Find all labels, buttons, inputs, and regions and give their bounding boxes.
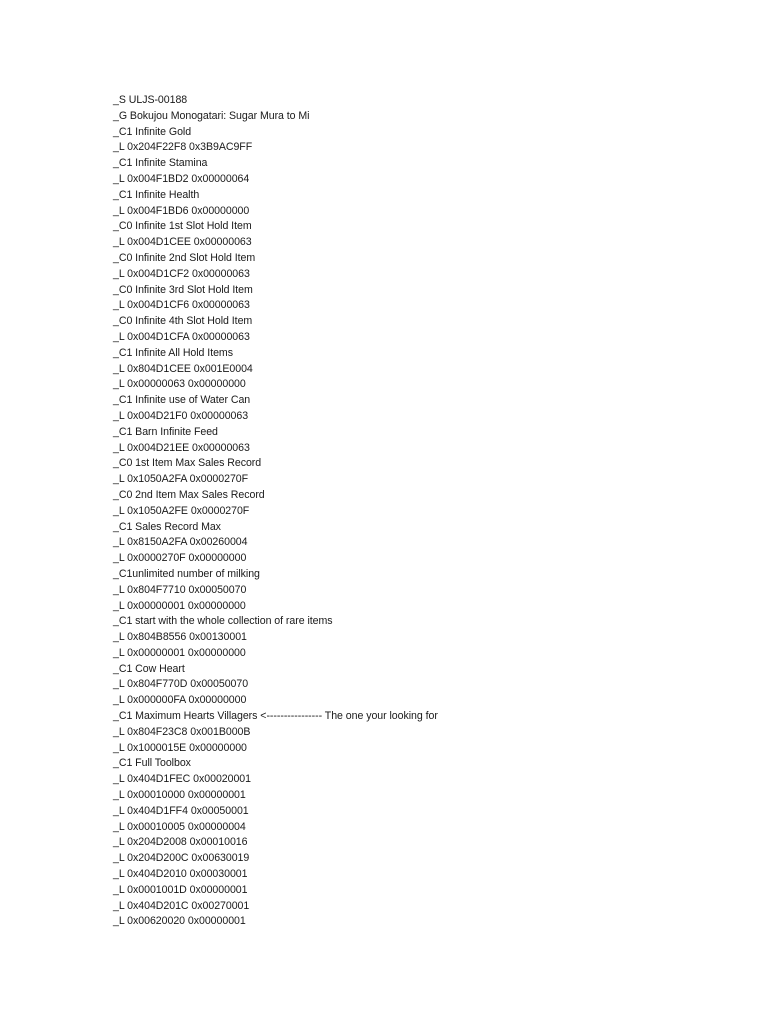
- code-line: _L 0x804D1CEE 0x001E0004: [113, 362, 253, 375]
- code-line: _L 0x1050A2FE 0x0000270F: [113, 504, 250, 517]
- code-line: _L 0x404D1FEC 0x00020001: [113, 773, 251, 786]
- cheat-name-line: _C0 Infinite 4th Slot Hold Item: [113, 315, 253, 328]
- code-line: _L 0x004D1CFA 0x00000063: [113, 330, 250, 343]
- code-line: _L 0x204F22F8 0x3B9AC9FF: [113, 141, 253, 154]
- code-line: _L 0x004F1BD2 0x00000064: [113, 172, 250, 185]
- cheat-name-line: _C0 2nd Item Max Sales Record: [113, 488, 265, 501]
- code-line: _L 0x8150A2FA 0x00260004: [113, 536, 248, 549]
- cheat-name-line: _C1 Sales Record Max: [113, 520, 221, 533]
- cheat-name-line: _C1 Infinite All Hold Items: [113, 346, 233, 359]
- code-line: _L 0x004F1BD6 0x00000000: [113, 204, 250, 217]
- cheat-name-line: _C1 Full Toolbox: [113, 757, 191, 770]
- code-line: _L 0x004D1CEE 0x00000063: [113, 236, 252, 249]
- cheat-name-line: _C1 Infinite Stamina: [113, 157, 208, 170]
- code-line: _L 0x404D201C 0x00270001: [113, 899, 250, 912]
- code-line: _L 0x404D2010 0x00030001: [113, 868, 248, 881]
- code-line: _L 0x004D1CF6 0x00000063: [113, 299, 250, 312]
- cheat-name-line: _C1 Infinite use of Water Can: [113, 394, 251, 407]
- code-line: _L 0x00010005 0x00000004: [113, 820, 246, 833]
- cheat-name-line: _C1 Cow Heart: [113, 662, 185, 675]
- code-line: _L 0x204D200C 0x00630019: [113, 852, 250, 865]
- cheat-name-line: _C1unlimited number of milking: [113, 567, 260, 580]
- code-line: _L 0x000000FA 0x00000000: [113, 694, 247, 707]
- cheat-name-line: _C1 start with the whole collection of rare items: [113, 615, 333, 628]
- code-line: _L 0x1000015E 0x00000000: [113, 741, 247, 754]
- code-line: _L 0x404D1FF4 0x00050001: [113, 804, 249, 817]
- code-line: _L 0x00000001 0x00000000: [113, 599, 246, 612]
- code-line: _L 0x004D21EE 0x00000063: [113, 441, 250, 454]
- cheat-name-line: _C1 Infinite Gold: [113, 125, 192, 138]
- code-line: _L 0x804B8556 0x00130001: [113, 631, 247, 644]
- code-line: _L 0x00000001 0x00000000: [113, 646, 246, 659]
- code-line: _L 0x0001001D 0x00000001: [113, 883, 248, 896]
- code-line: _L 0x204D2008 0x00010016: [113, 836, 248, 849]
- game-title-line: _G Bokujou Monogatari: Sugar Mura to Mi: [113, 109, 310, 122]
- cheat-name-line: _C0 Infinite 2nd Slot Hold Item: [113, 251, 256, 264]
- cheat-name-line: _C1 Barn Infinite Feed: [113, 425, 218, 438]
- cheat-name-line: _C0 Infinite 3rd Slot Hold Item: [113, 283, 253, 296]
- code-line: _L 0x004D1CF2 0x00000063: [113, 267, 250, 280]
- code-line: _L 0x1050A2FA 0x0000270F: [113, 473, 249, 486]
- cheat-name-line: _C1 Infinite Health: [113, 188, 200, 201]
- code-line: _L 0x00010000 0x00000001: [113, 789, 246, 802]
- game-serial-line: _S ULJS-00188: [113, 94, 188, 106]
- code-line: _L 0x004D21F0 0x00000063: [113, 409, 249, 422]
- code-line: _L 0x00620020 0x00000001: [113, 915, 246, 928]
- code-line: _L 0x0000270F 0x00000000: [113, 552, 247, 565]
- cheat-name-line: _C0 1st Item Max Sales Record: [113, 457, 262, 470]
- code-line: _L 0x804F7710 0x00050070: [113, 583, 247, 596]
- cheat-name-line: _C1 Maximum Hearts Villagers <---------------- The one your looking for: [113, 710, 438, 723]
- code-line: _L 0x00000063 0x00000000: [113, 378, 246, 391]
- cheat-name-line: _C0 Infinite 1st Slot Hold Item: [113, 220, 252, 233]
- code-line: _L 0x804F23C8 0x001B000B: [113, 725, 251, 738]
- code-line: _L 0x804F770D 0x00050070: [113, 678, 249, 691]
- cheat-code-listing: [113, 93, 438, 930]
